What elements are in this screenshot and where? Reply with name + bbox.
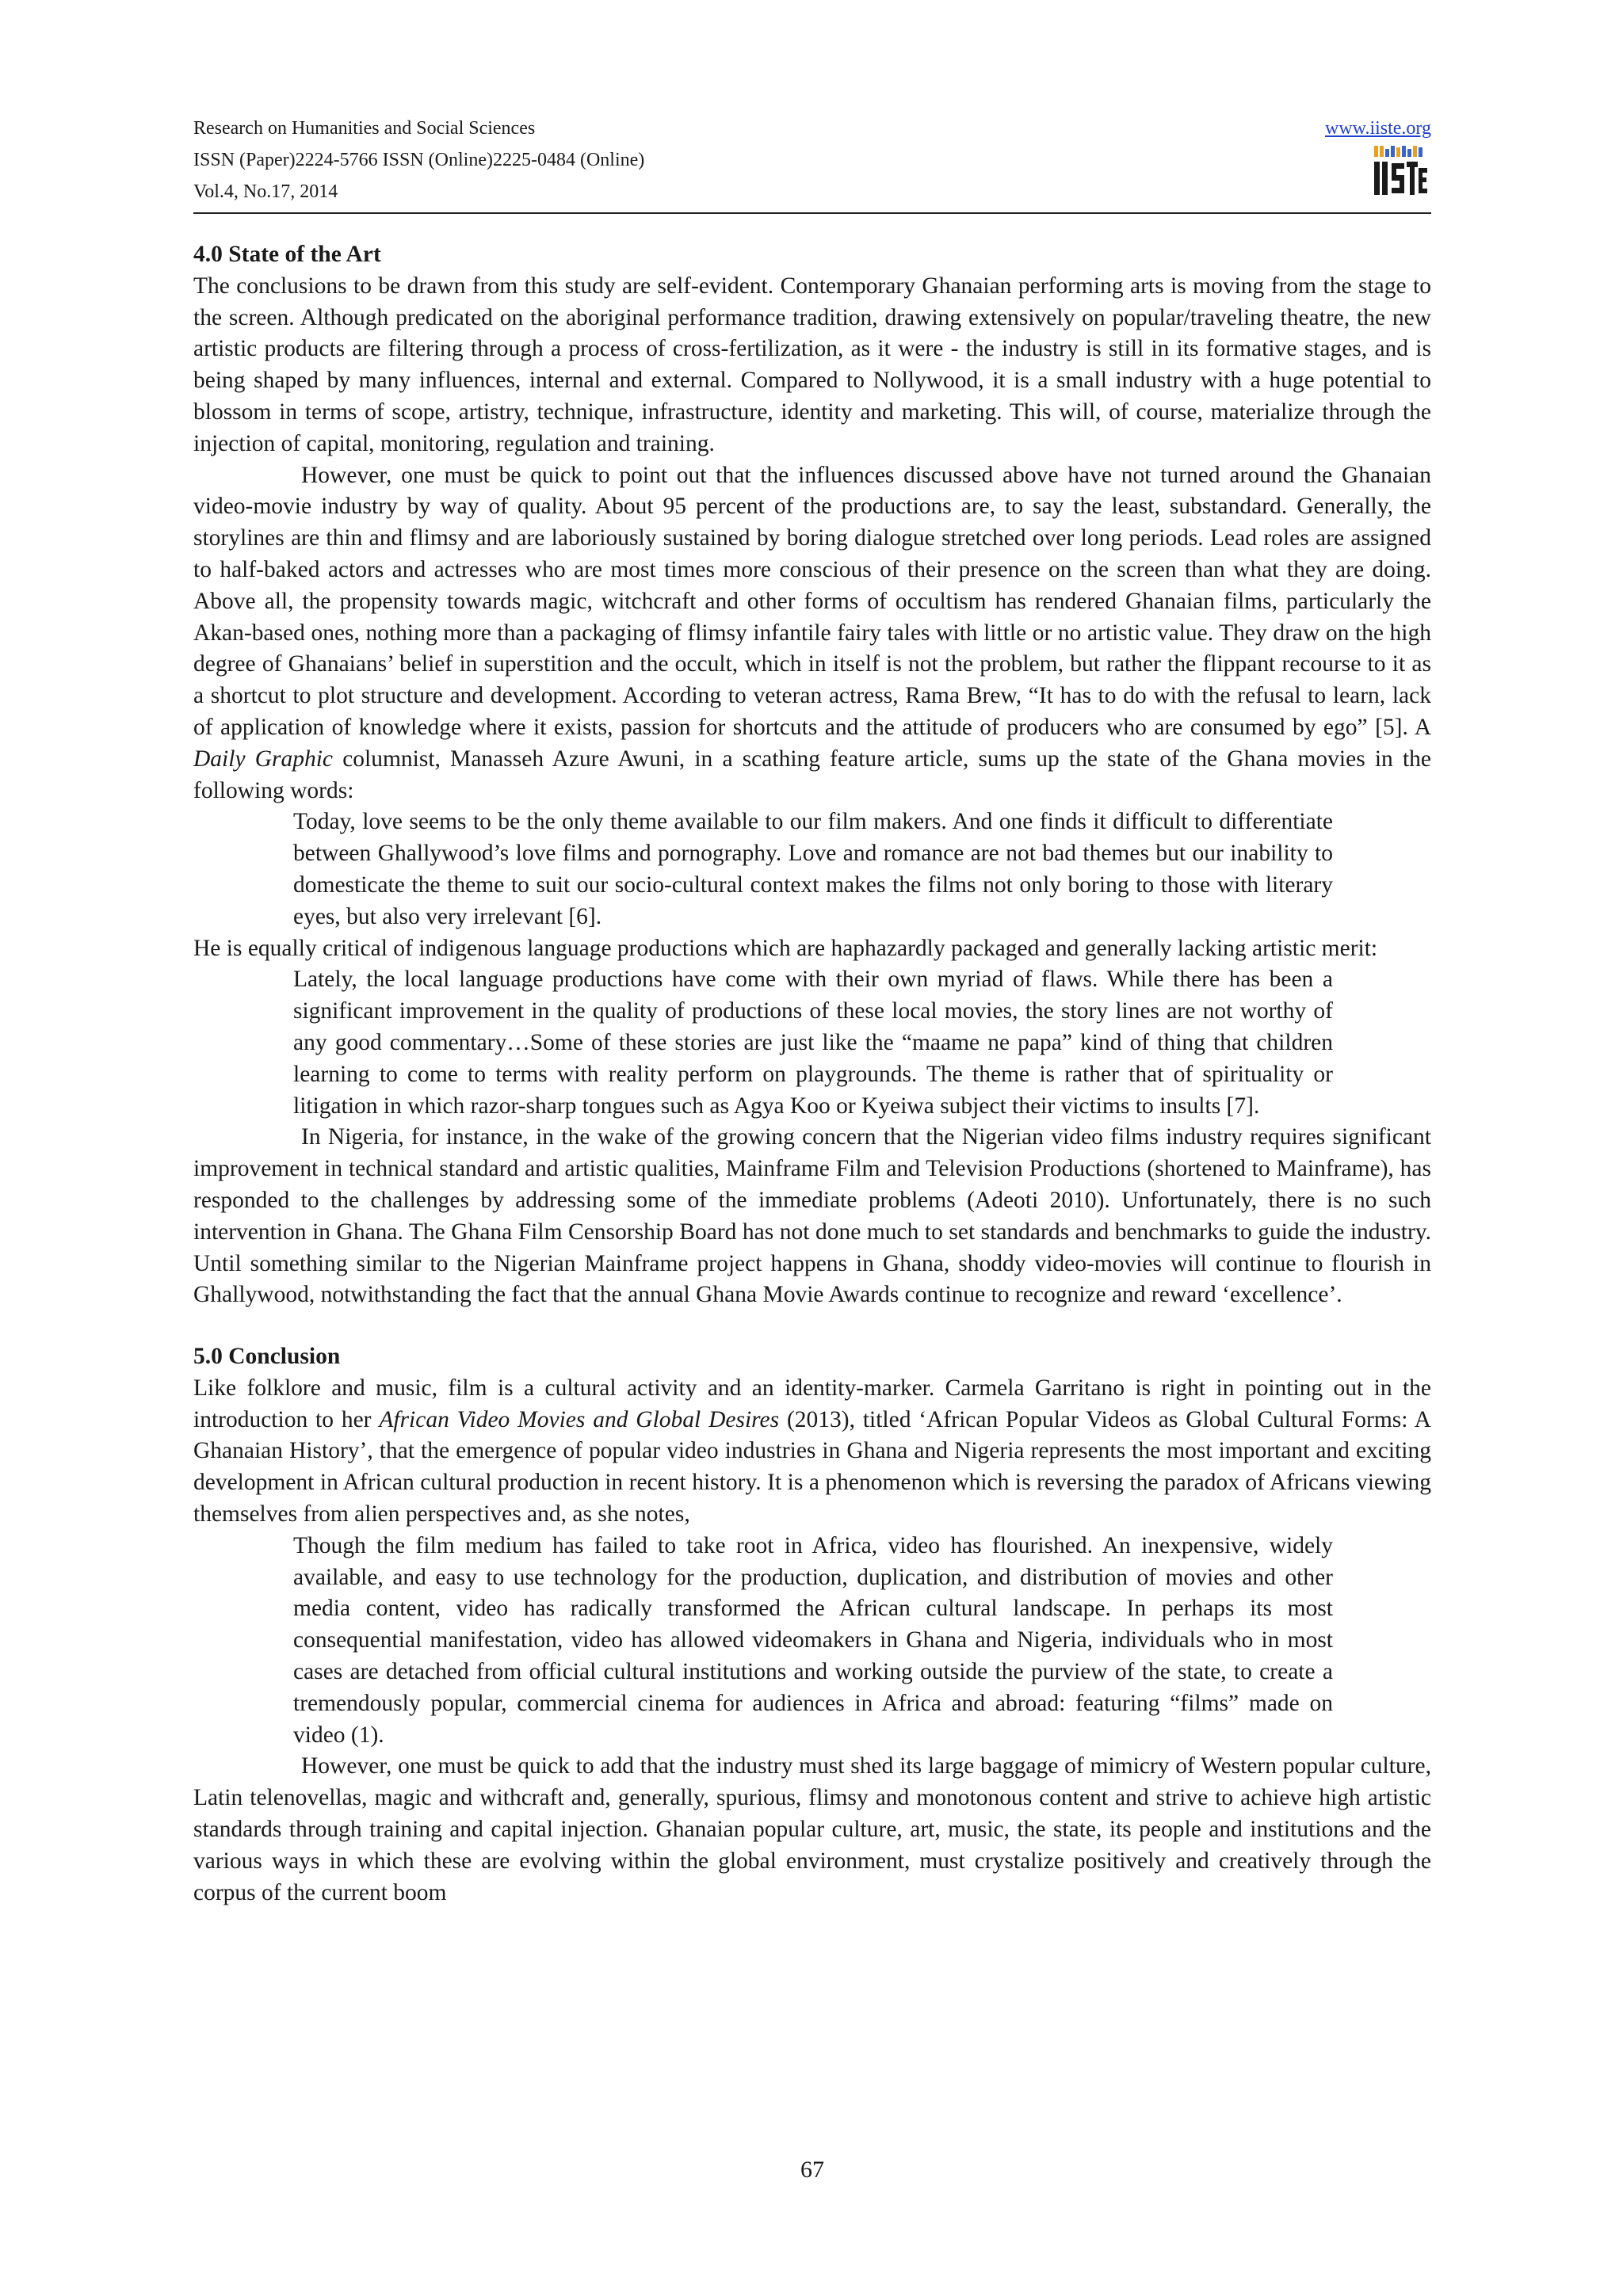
book-title: African Video Movies and Global Desires: [379, 1406, 780, 1432]
article-body: [193, 239, 1431, 1909]
block-quote: Lately, the local language productions have come with their own myriad of flaws. While there has been a significant improvement in the quality of productions of these local movies, the story lines are not worthy of any good commentary…Some of these stories are just like the “maame ne papa” kind of thing that children learning to come to terms with reality perform on playgrounds. The theme is rather that of spirituality or litigation in which razor-sharp tongues such as Agya Koo or Kyeiwa subject their victims to insults [7].: [293, 967, 1333, 1119]
website-link[interactable]: www.iiste.org: [1325, 118, 1431, 139]
block-quote: Today, love seems to be the only theme available to our film makers. And one finds it difficult to differentiate between Ghallywood’s love films and pornography. Love and romance are not bad themes but our inability to domesticate the theme to suit our socio-cultural context makes the films not only boring to those with literary eyes, but also very irrelevant [6].: [293, 809, 1333, 929]
section-heading-conclusion: 5.0 Conclusion: [193, 1344, 341, 1370]
running-header: [193, 113, 1431, 215]
page-number: 67: [800, 2157, 824, 2183]
iiste-logo-icon: [1373, 144, 1428, 198]
header-divider: [193, 212, 1431, 214]
document-page: [193, 0, 1431, 2296]
paragraph: The conclusions to be drawn from this study are self-evident. Contemporary Ghanaian performing arts is moving from the stage to the screen. Although predicated on the aboriginal performance tradition, drawing extensively on popular/traveling theatre, the new artistic products are filtering through a process of cross-fertilization, as it were - the industry is still in its formative stages, and is being shaped by many influences, internal and external. Compared to Nollywood, it is a small industry with a huge potential to blossom in terms of scope, artistry, technique, infrastructure, identity and marketing. This will, of course, materialize through the injection of capital, monitoring, regulation and training.: [193, 273, 1431, 456]
section-heading-state-of-the-art: 4.0 State of the Art: [193, 242, 381, 267]
paragraph: He is equally critical of indigenous language productions which are haphazardly packaged and generally lacking artistic merit:: [193, 935, 1378, 961]
newspaper-title: Daily Graphic: [193, 746, 334, 772]
paragraph: Like folklore and music, film is a cultural activity and an identity-marker. Carmela Garritano is right in pointing out in the introduction to her African Video Movies and Global Desires (2013), titled ‘African Popular Videos as Global Cultural Forms: A Ghanaian History’, that the emergence of popular video industries in Ghana and Nigeria represents the most important and exciting development in African cultural production in recent history. It is a phenomenon which is reversing the paradox of Africans viewing themselves from alien perspectives and, as she notes,: [193, 1375, 1431, 1527]
paragraph: However, one must be quick to point out that the influences discussed above have not turned around the Ghanaian video-movie industry by way of quality. About 95 percent of the productions are, to say the least, substandard. Generally, the storylines are thin and flimsy and are laboriously sustained by boring dialogue stretched over long periods. Lead roles are assigned to half-baked actors and actresses who are most times more conscious of their presence on the screen than what they are doing. Above all, the propensity towards magic, witchcraft and other forms of occultism has rendered Ghanaian films, particularly the Akan-based ones, nothing more than a packaging of flimsy infantile fairy tales with little or no artistic value. They draw on the high degree of Ghanaians’ belief in superstition and the occult, which in itself is not the problem, but rather the flippant recourse to it as a shortcut to plot structure and development. According to veteran actress, Rama Brew, “It has to do with the refusal to learn, lack of application of knowledge where it exists, passion for shortcuts and the attitude of producers who are consumed by ego” [5]. A Daily Graphic columnist, Manasseh Azure Awuni, in a scathing feature article, sums up the state of the Ghana movies in the following words:: [193, 462, 1431, 803]
block-quote: Though the film medium has failed to take root in Africa, video has flourished. An inexpensive, widely available, and easy to use technology for the production, duplication, and distribution of movies and other media content, video has radically transformed the African cultural landscape. In perhaps its most consequential manifestation, video has allowed videomakers in Ghana and Nigeria, individuals who in most cases are detached from official cultural institutions and working outside the purview of the state, to create a tremendously popular, commercial cinema for audiences in Africa and abroad: featuring “films” made on video (1).: [293, 1532, 1333, 1748]
section-spacer: [193, 1311, 1431, 1341]
journal-title: Research on Humanities and Social Sciences: [193, 118, 536, 139]
volume-line: Vol.4, No.17, 2014: [193, 181, 338, 202]
paragraph: In Nigeria, for instance, in the wake of the growing concern that the Nigerian video films industry requires significant improvement in technical standard and artistic qualities, Mainframe Film and Television Productions (shortened to Mainframe), has responded to the challenges by addressing some of the immediate problems (Adeoti 2010). Unfortunately, there is no such intervention in Ghana. The Ghana Film Censorship Board has not done much to set standards and benchmarks to guide the industry. Until something similar to the Nigerian Mainframe project happens in Ghana, shoddy video-movies will continue to flourish in Ghallywood, notwithstanding the fact that the annual Ghana Movie Awards continue to recognize and reward ‘excellence’.: [193, 1124, 1431, 1308]
issn-line: ISSN (Paper)2224-5766 ISSN (Online)2225-0484 (Online): [193, 150, 645, 170]
paragraph: However, one must be quick to add that the industry must shed its large baggage of mimicry of Western popular culture, Latin telenovellas, magic and withcraft and, generally, spurious, flimsy and monotonous content and strive to achieve high artistic standards through training and capital injection. Ghanaian popular culture, art, music, the state, its people and institutions and the various ways in which these are evolving within the global environment, must crystalize positively and creatively through the corpus of the current boom: [193, 1753, 1431, 1905]
